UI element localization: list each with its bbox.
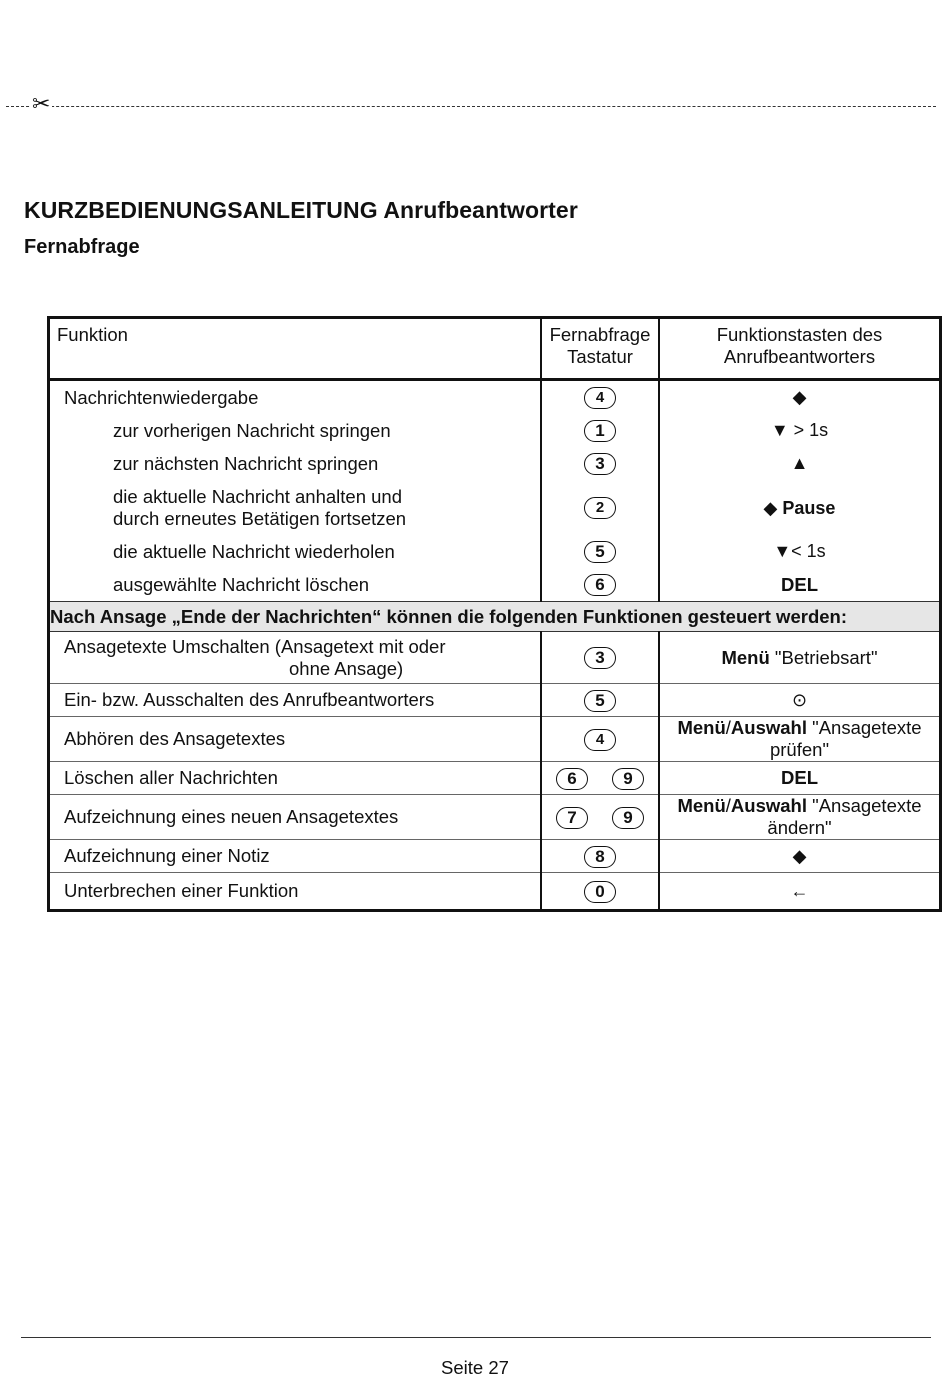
header-remote-keypad: Fernabfrage Tastatur xyxy=(541,318,659,380)
down-arrow-long-press: ▼ > 1s xyxy=(770,420,829,440)
del-label: DEL xyxy=(659,568,941,602)
key-2-icon: 2 xyxy=(584,497,616,519)
header-device-keys: Funktionstasten des Anrufbeantworters xyxy=(659,318,941,380)
key-0-icon: 0 xyxy=(584,881,616,903)
key-9-icon: 9 xyxy=(612,768,644,790)
up-arrow-icon: ▲ xyxy=(790,453,809,473)
table-row: Abhören des Ansagetextes 4 Menü/Auswahl "Ansagetexte prüfen" xyxy=(49,717,941,762)
back-arrow-icon: ← xyxy=(790,880,809,901)
header-function: Funktion xyxy=(49,318,542,380)
page-subtitle: Fernabfrage xyxy=(24,236,140,258)
table-row: Nachrichtenwiedergabe 4 ◆ xyxy=(49,380,941,415)
key-7-icon: 7 xyxy=(556,807,588,829)
footer-divider xyxy=(21,1337,931,1338)
diamond-icon: ◆ xyxy=(792,387,807,407)
key-3-icon: 3 xyxy=(584,453,616,475)
key-5-icon: 5 xyxy=(584,690,616,712)
table-row: zur vorherigen Nachricht springen 1 ▼ > 1s xyxy=(49,414,941,447)
table-row: ausgewählte Nachricht löschen 6 DEL xyxy=(49,568,941,602)
down-arrow-short-press: ▼< 1s xyxy=(773,541,826,561)
cut-line xyxy=(6,91,936,116)
page-title: KURZBEDIENUNGSANLEITUNG Anrufbeantworter xyxy=(24,197,578,223)
key-3-icon: 3 xyxy=(584,647,616,669)
power-circle-icon: ⊙ xyxy=(659,684,941,717)
dashed-line xyxy=(6,106,936,107)
table-row: Löschen aller Nachrichten 6 9 DEL xyxy=(49,762,941,795)
table-header xyxy=(49,318,941,380)
key-9-icon: 9 xyxy=(612,807,644,829)
key-6-icon: 6 xyxy=(584,574,616,596)
diamond-icon: ◆ xyxy=(659,840,941,873)
remote-access-table xyxy=(47,316,942,912)
diamond-icon: ◆ xyxy=(763,497,778,518)
table-row: Aufzeichnung einer Notiz 8 ◆ xyxy=(49,840,941,873)
table-row: die aktuelle Nachricht wiederholen 5 ▼< 1s xyxy=(49,535,941,568)
key-4-icon: 4 xyxy=(584,387,616,409)
key-8-icon: 8 xyxy=(584,846,616,868)
table-row: Aufzeichnung eines neuen Ansagetextes 7 9 Menü/Auswahl "Ansagetexte ändern" xyxy=(49,795,941,840)
key-4-icon: 4 xyxy=(584,729,616,751)
table-row: die aktuelle Nachricht anhalten und durch erneutes Betätigen fortsetzen 2 ◆ Pause xyxy=(49,480,941,535)
table-row: Ein- bzw. Ausschalten des Anrufbeantworters 5 ⊙ xyxy=(49,684,941,717)
key-1-icon: 1 xyxy=(584,420,616,442)
key-5-icon: 5 xyxy=(584,541,616,563)
section-note: Nach Ansage „Ende der Nachrichten“ können die folgenden Funktionen gesteuert werden: xyxy=(49,602,941,632)
page-number: Seite 27 xyxy=(441,1357,509,1378)
section-note-row xyxy=(49,602,941,632)
table-row: Ansagetexte Umschalten (Ansagetext mit oder ohne Ansage) 3 Menü "Betriebsart" xyxy=(49,632,941,684)
key-6-icon: 6 xyxy=(556,768,588,790)
table-row: zur nächsten Nachricht springen 3 ▲ xyxy=(49,447,941,480)
scissors-icon: ✂ xyxy=(32,91,51,116)
pause-label: Pause xyxy=(782,497,836,518)
table-row: Unterbrechen einer Funktion 0 ← xyxy=(49,873,941,911)
del-label: DEL xyxy=(659,762,941,795)
